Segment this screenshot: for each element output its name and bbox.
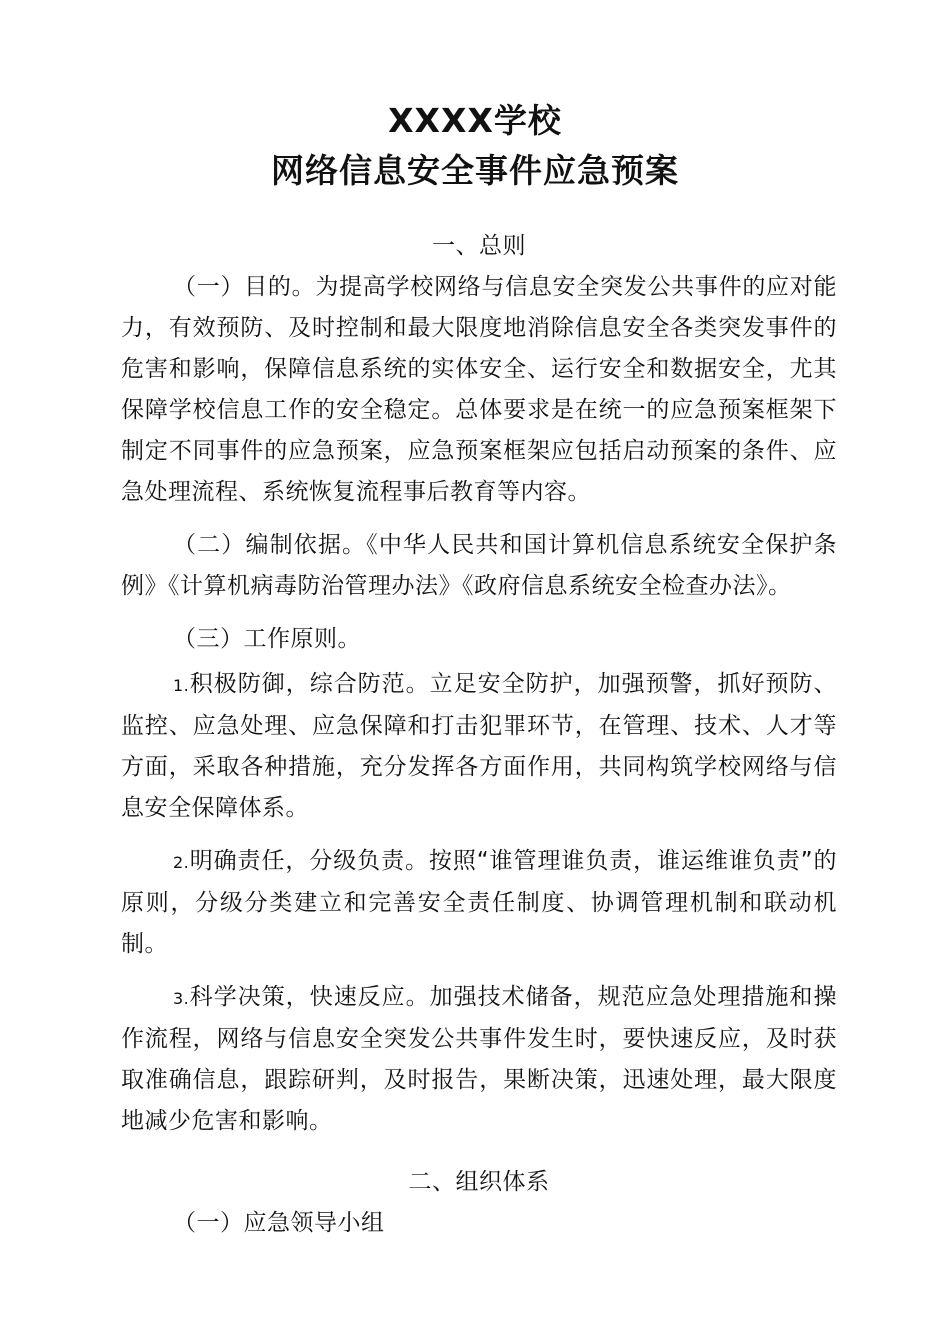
title-school-name: XXXX学校 bbox=[388, 101, 562, 140]
section-heading-organization: 二、组织体系 bbox=[408, 1169, 550, 1195]
principle-text-2: 明确责任，分级负责。按照“谁管理谁负责，谁运维谁负责”的原则，分级分类建立和完善安全责任制度、协调管理机制和联动机制。 bbox=[121, 848, 837, 957]
principle-item-2 bbox=[121, 841, 837, 965]
principle-text-1: 积极防御，综合防范。立足安全防护，加强预警，抓好预防、监控、应急处理、应急保障和打击犯罪环节，在管理、技术、人才等方面，采取各种措施，充分发挥各方面作用，共同构筑学校网络与信息安全保障体系。 bbox=[121, 671, 837, 821]
section-heading-general: 一、总则 bbox=[432, 233, 526, 259]
document-body bbox=[121, 226, 837, 1244]
paragraph-principles-heading: （三）工作原则。 bbox=[173, 626, 361, 652]
principle-text-3: 科学决策，快速反应。加强技术储备，规范应急处理措施和操作流程，网络与信息安全突发公共事件发生时，要快速反应，及时获取准确信息，跟踪研判，及时报告，果断决策，迅速处理，最大限度地减少危害和影响。 bbox=[121, 984, 837, 1134]
principle-number-2: 2. bbox=[173, 853, 190, 872]
title-plan-name: 网络信息安全事件应急预案 bbox=[271, 151, 679, 190]
paragraph-basis: （二）编制依据。《中华人民共和国计算机信息系统安全保护条例》《计算机病毒防治管理办法》《政府信息系统安全检查办法》。 bbox=[121, 532, 837, 599]
document-title bbox=[0, 96, 950, 196]
principle-item-1 bbox=[121, 664, 837, 829]
principle-number-3: 3. bbox=[173, 989, 190, 1008]
spacer bbox=[121, 1154, 837, 1162]
principle-item-3 bbox=[121, 977, 837, 1142]
subsection-leadership-group: （一）应急领导小组 bbox=[173, 1210, 385, 1236]
principle-number-1: 1. bbox=[173, 676, 190, 695]
paragraph-purpose: （一）目的。为提高学校网络与信息安全突发公共事件的应对能力，有效预防、及时控制和最大限度地消除信息安全各类突发事件的危害和影响，保障信息系统的实体安全、运行安全和数据安全，尤其保障学校信息工作的安全稳定。总体要求是在统一的应急预案框架下制定不同事件的应急预案，应急预案框架应包括启动预案的条件、应急处理流程、系统恢复流程事后教育等内容。 bbox=[121, 274, 837, 505]
